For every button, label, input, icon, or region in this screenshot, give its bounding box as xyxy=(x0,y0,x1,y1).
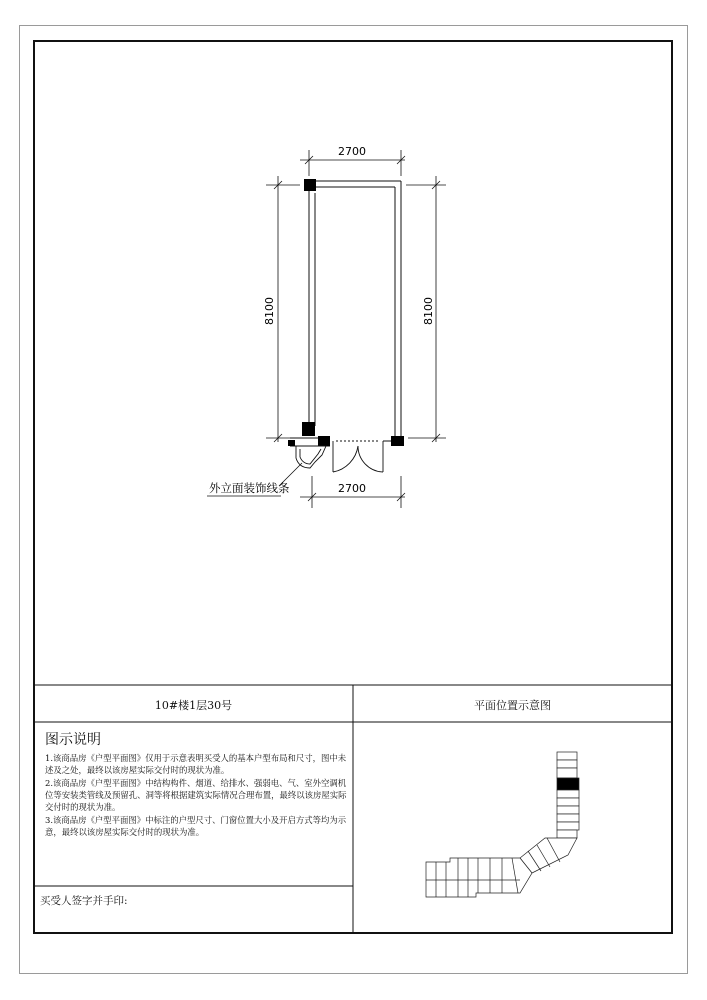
dim-top-label: 2700 xyxy=(338,145,366,158)
legend-title: 图示说明 xyxy=(45,732,101,748)
callout-label: 外立面装饰线条 xyxy=(209,481,290,495)
column xyxy=(391,436,404,446)
note-item: 1.该商品房《户型平面图》仅用于示意表明买受人的基本户型布局和尺寸，图中未述及之处，最终以该房屋实际交付时的现状为准。 xyxy=(45,753,347,776)
unit-walls xyxy=(290,181,401,446)
column xyxy=(318,436,330,446)
molding-profile xyxy=(279,446,326,486)
structural-columns xyxy=(288,179,404,446)
dim-right-label: 8100 xyxy=(422,297,435,325)
note-item: 3.该商品房《户型平面图》中标注的户型尺寸、门窗位置大小及开启方式等均为示意，最终以该房屋实际交付时的现状为准。 xyxy=(45,815,347,838)
signature-label: 买受人签字并手印: xyxy=(40,895,128,907)
dim-bottom-label: 2700 xyxy=(338,482,366,495)
column xyxy=(304,179,316,191)
site-key-plan xyxy=(426,752,579,897)
highlighted-unit xyxy=(557,778,579,790)
location-title: 平面位置示意图 xyxy=(474,699,551,712)
column xyxy=(302,422,315,436)
dim-left-label: 8100 xyxy=(263,297,276,325)
notes-list xyxy=(45,752,350,839)
double-door-symbol xyxy=(333,441,383,472)
column xyxy=(288,440,295,446)
unit-title: 10#楼1层30号 xyxy=(154,699,233,712)
note-item: 2.该商品房《户型平面图》中结构构件、烟道、给排水、强弱电、气、室外空调机位等安装类管线及预留孔、洞等将根据建筑实际情况合理布置，最终以该房屋实际交付时的现状为准。 xyxy=(45,777,347,813)
